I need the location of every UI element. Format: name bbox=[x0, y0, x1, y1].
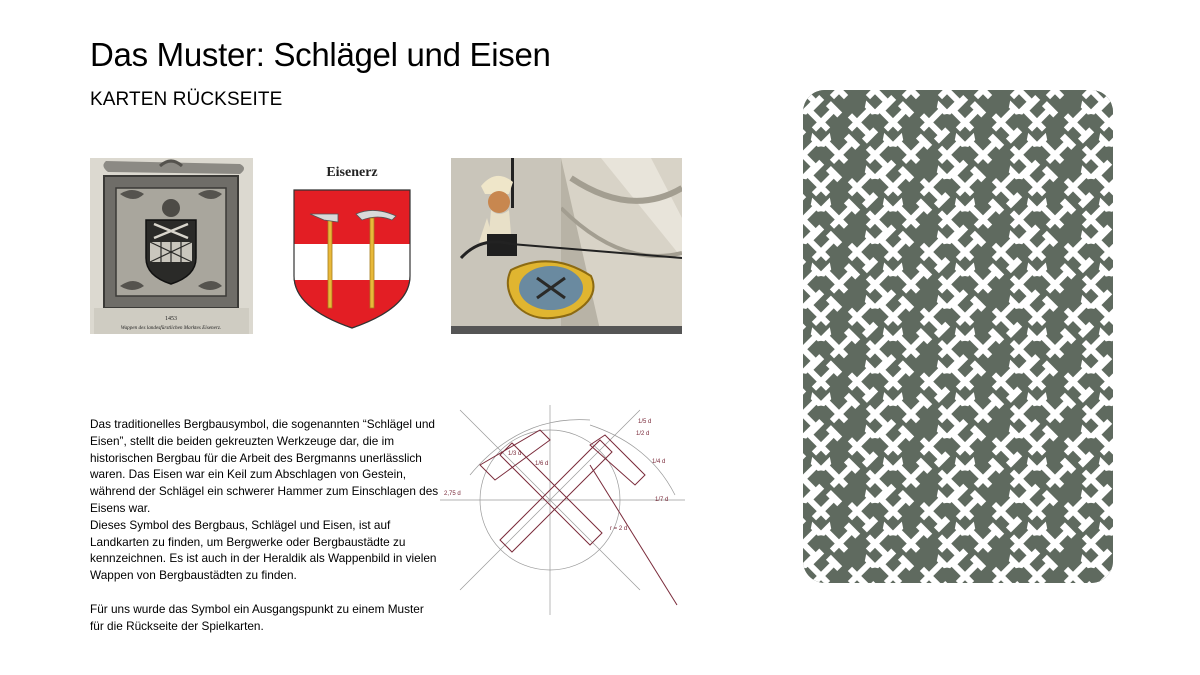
drawing-label-1: 1/5 d bbox=[638, 419, 652, 425]
paragraph-pattern: Für uns wurde das Symbol ein Ausgangspunkt zu einem Muster für die Rückseite der Spielkarten. bbox=[90, 601, 424, 633]
coat-of-arms-label: Eisenerz bbox=[326, 165, 378, 180]
page-title: Das Muster: Schlägel und Eisen bbox=[90, 36, 551, 73]
drawing-label-4: 1/4 d bbox=[652, 459, 666, 465]
card-back-pattern bbox=[803, 90, 1113, 583]
description-text bbox=[90, 416, 440, 635]
drawing-label-3: 1/3 d bbox=[508, 451, 522, 457]
miner-statue-photo bbox=[451, 158, 682, 334]
drawing-label-6: 2,75 d bbox=[444, 491, 461, 497]
engraving-image bbox=[90, 158, 253, 334]
drawing-label-5: 1/2 d bbox=[636, 431, 650, 437]
paragraph-usage: Dieses Symbol des Bergbaus, Schlägel und Eisen, ist auf Landkarten zu finden, um Bergwerke oder Bergbaustädte zu kennzeichnen. Es ist auch in der Heraldik als Wappenbild in vielen Wappen von Bergbaustädten zu finden. bbox=[90, 517, 437, 583]
svg-text:1453: 1453 bbox=[165, 316, 177, 322]
drawing-label-8: r = 2 d bbox=[610, 526, 628, 532]
paragraph-history: Das traditionelles Bergbausymbol, die sogenannten “Schlägel und Eisen”, stellt die beiden gekreuzten Werkzeuge dar, die im historischen Bergbau für die Arbeit des Bergmanns unerlässlich waren. Das Eisen war ein Keil zum Abschlagen von Gestein, während der Schlägel ein schwerer Hammer zum Einschlagen des Eisens war. bbox=[90, 417, 439, 515]
eisenerz-coat-of-arms bbox=[288, 158, 416, 334]
svg-text:Wappen des landesfürstlichen M: Wappen des landesfürstlichen Marktes Eisenerz. bbox=[120, 325, 222, 331]
construction-drawing bbox=[440, 405, 685, 615]
drawing-label-7: 1/7 d bbox=[655, 497, 669, 503]
drawing-label-2: 1/6 d bbox=[535, 461, 549, 467]
page-subtitle: KARTEN RÜCKSEITE bbox=[90, 89, 283, 110]
